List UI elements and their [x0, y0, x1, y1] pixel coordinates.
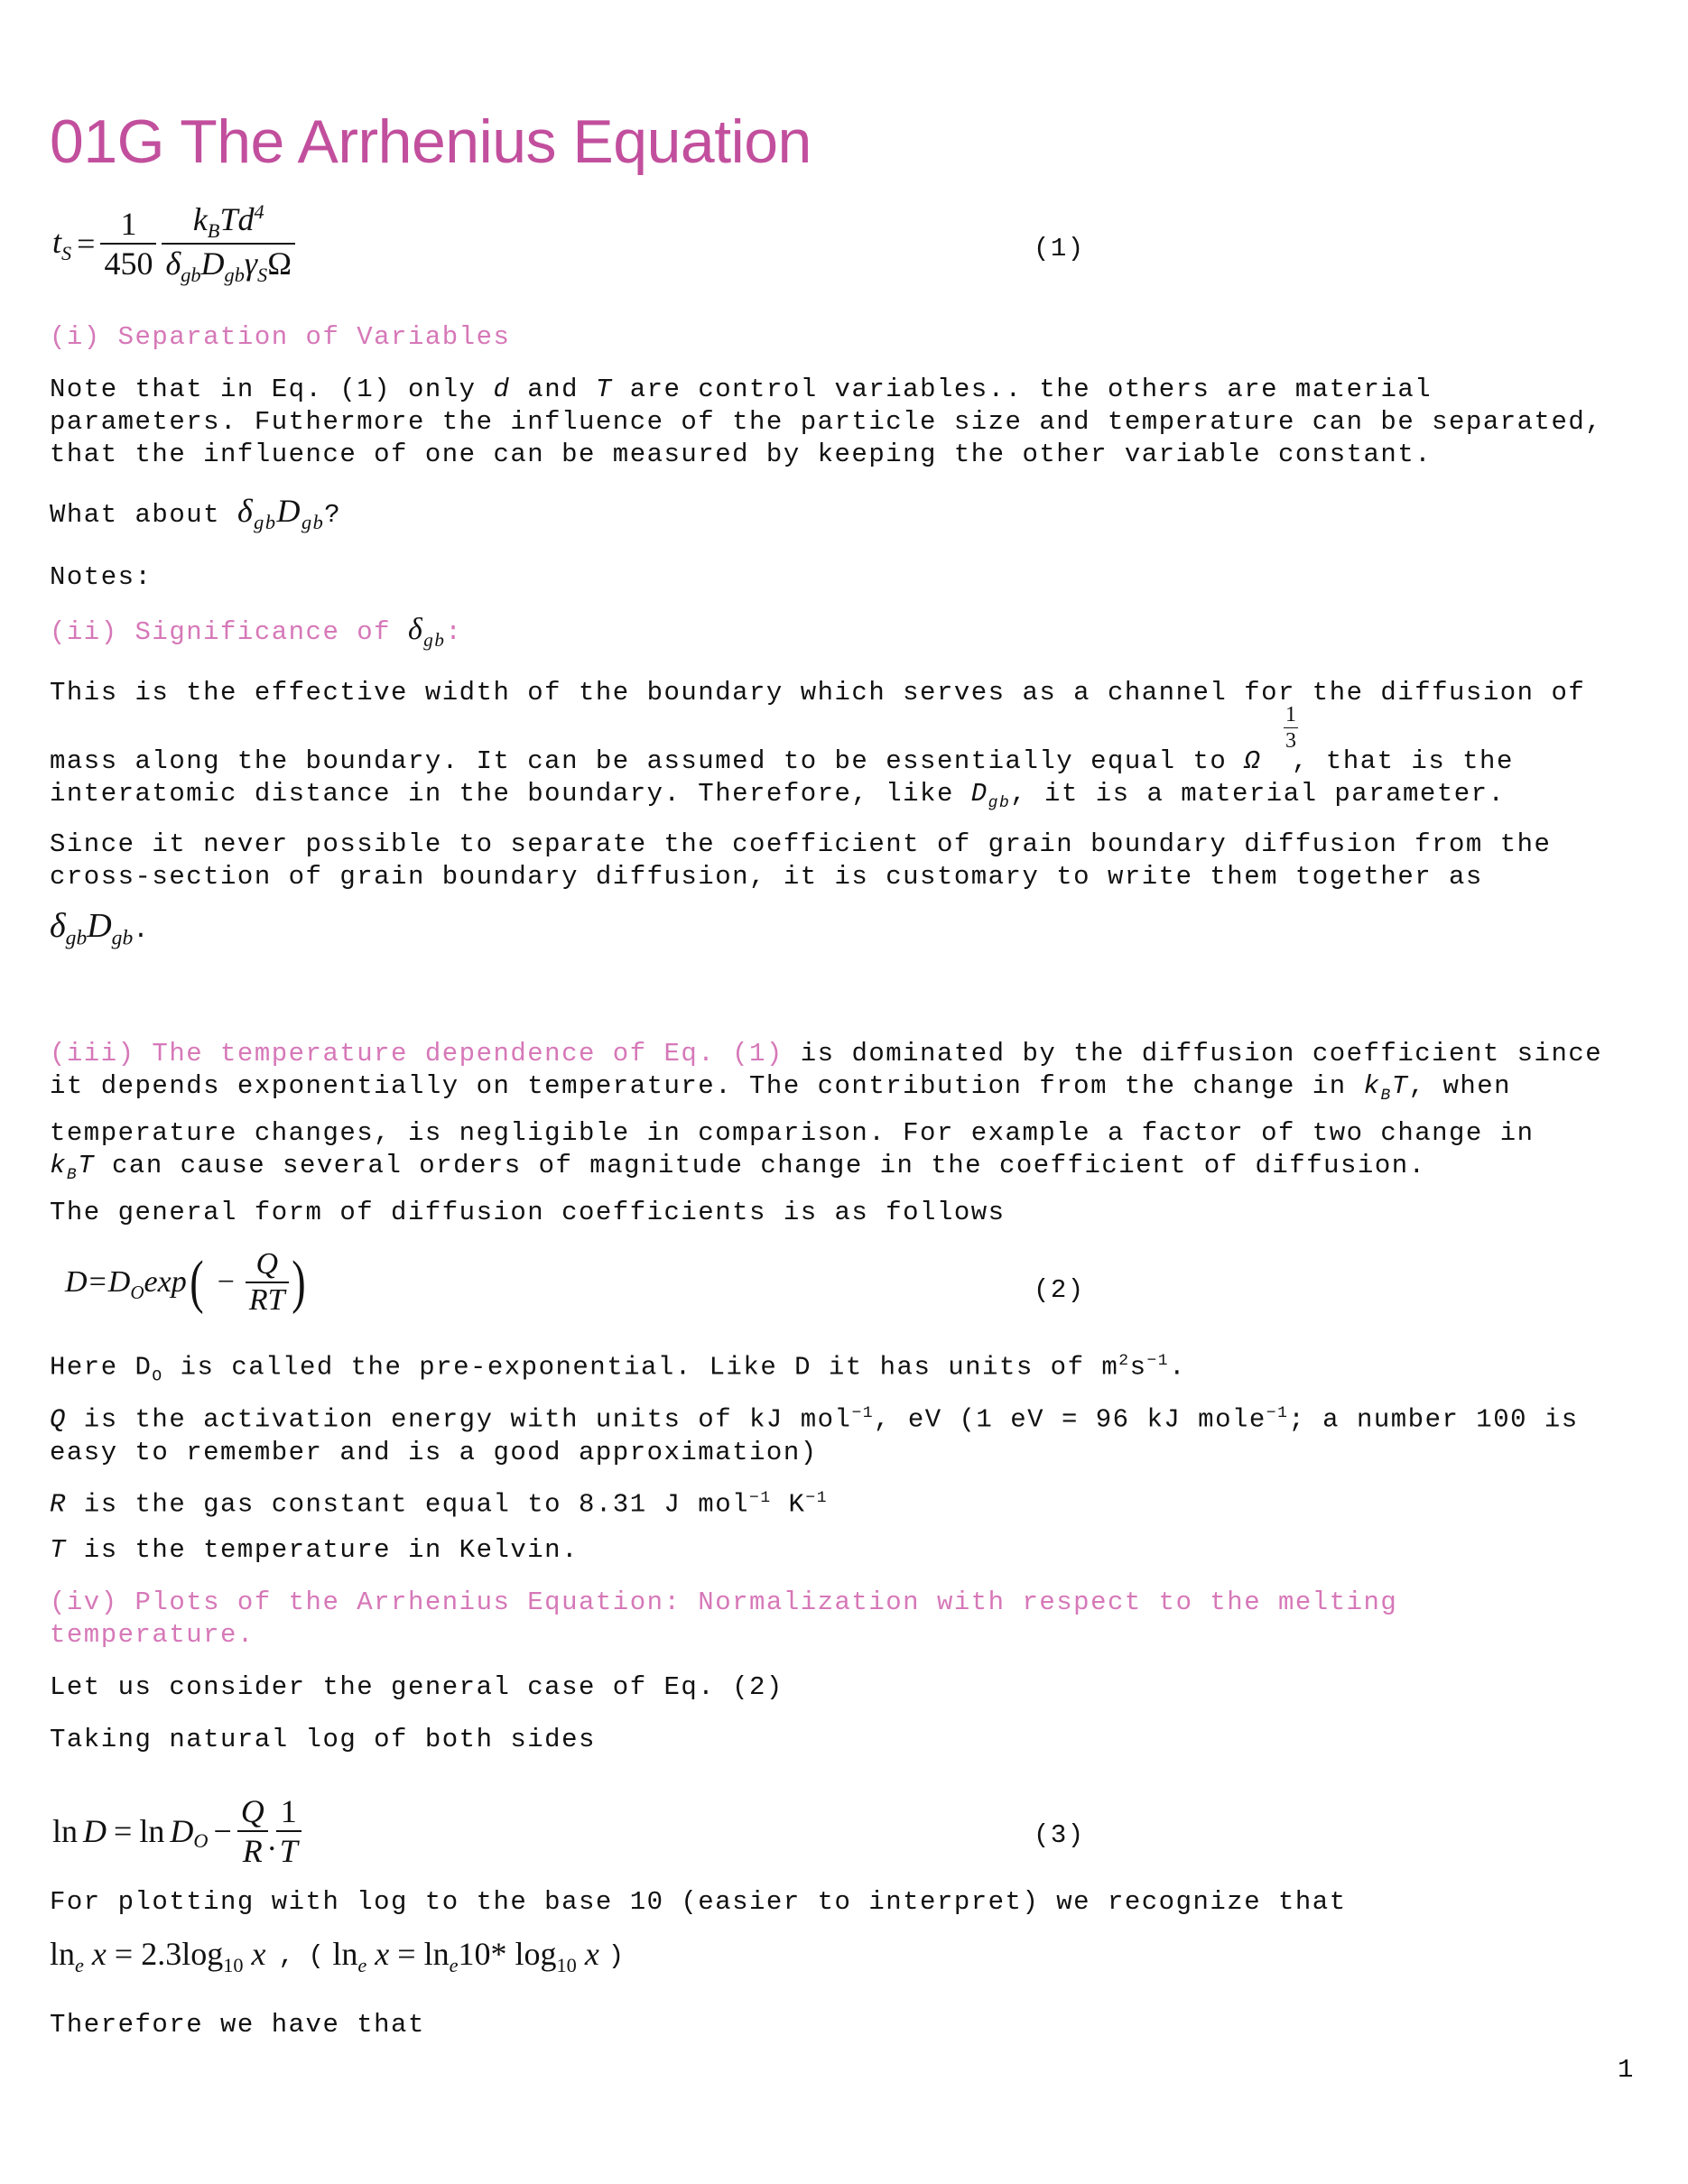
- notes-label: Notes:: [50, 562, 153, 592]
- omega-exponent: 1 3: [1285, 703, 1296, 753]
- equation-1: $t_S$ = $\frac{1}{450}$ $\frac{k_BTd^4}{\delta_{gb}D_{gb}\gamma_S\Omega}$: [52, 200, 295, 287]
- eq1-fraction-1: $\frac{1}{450}$: [100, 205, 156, 282]
- section-heading-plots: (iv) Plots of the Arrhenius Equation: Normalization with respect to the melting temperature.: [50, 1587, 1398, 1650]
- paragraph-temperature-dependence: (iii) The temperature dependence of Eq. (1) is dominated by the diffusion coefficient since it depends exponentially on temperature. The contribution from the change in $k_BT$, when temperature changes, is negligible in comparison. For example a factor of two change in $k_BT$ can cause several orders of magnitude change in the coefficient of diffusion.: [50, 1039, 1603, 1184]
- page-number: 1: [1618, 2055, 1635, 2085]
- definition-t: T is the temperature in Kelvin.: [50, 1535, 579, 1565]
- delta-d-product: $\delta_{gb}D_{gb}$.: [50, 907, 151, 950]
- paragraph-boundary-width: This is the effective width of the boundary which serves as a channel for the diffusion of: [50, 678, 1586, 708]
- equation-2: D = D $_O$ exp ( − $\frac{Q}{RT}$ ): [65, 1247, 306, 1317]
- section-heading-separation: (i) Separation of Variables: [50, 322, 511, 352]
- definition-q: Q is the activation energy with units of kJ mol$^{-1}$, eV (1 eV = 96 kJ mole$^{-1}$; a number 100 is easy to remember and is a good approximation): [50, 1404, 1579, 1467]
- definition-d0: Here $D_O$ is called the pre-exponential. Like D it has units of $m^2s^{-1}$.: [50, 1352, 1186, 1386]
- paragraph-general-case: Let us consider the general case of Eq. (2): [50, 1672, 784, 1702]
- paragraph-control-variables: Note that in Eq. (1) only d and T are control variables.. the others are material parameters. Futhermore the influence of the particle size and temperature can be separated, that the influence of one can be measured by keeping the other variable constant.: [50, 375, 1603, 469]
- paragraph-boundary-width-cont: mass along the boundary. It can be assumed to be essentially equal to Ω , that is the interatomic distance in the boundary. Therefore, like $D_{gb}$, it is a material parameter. Since it never possible to separate the coefficient of grain boundary diffusion from the cross-section of grain boundary diffusion, it is customary to write them together as: [50, 746, 1552, 892]
- page-title: 01G The Arrhenius Equation: [50, 107, 812, 176]
- log-conversion: $\ln_e x = 2.3\log_{10}$ x , ( $\ln_e x = \ln_e10*$ $\log_{10} x$ ): [50, 1936, 626, 1977]
- equation-3-number: (3): [1034, 1820, 1085, 1850]
- eq1-lhs: $t_S$: [52, 223, 72, 264]
- eq1-fraction-2: $\frac{k_BTd^4}{\delta_{gb}D_{gb}\gamma_S\Omega}$: [162, 200, 294, 287]
- section-heading-significance: (ii) Significance of $\delta_{gb}$:: [50, 613, 463, 651]
- question-delta-d: What about $\delta_{gb}D_{gb}$?: [50, 493, 342, 534]
- paragraph-log-base-10: For plotting with log to the base 10 (easier to interpret) we recognize that: [50, 1887, 1347, 1917]
- definition-r: R is the gas constant equal to 8.31 J mol$^{-1}$ $K^{-1}$: [50, 1489, 828, 1520]
- equation-2-number: (2): [1034, 1275, 1085, 1305]
- paragraph-natural-log: Taking natural log of both sides: [50, 1725, 596, 1754]
- general-form-intro: The general form of diffusion coefficients is as follows: [50, 1198, 1006, 1227]
- paragraph-therefore: Therefore we have that: [50, 2010, 425, 2040]
- equation-3: ln D = ln D $_O$ − $\frac{Q}{R}$ . $\frac{1}{T}$: [52, 1792, 301, 1870]
- equation-1-number: (1): [1034, 234, 1085, 264]
